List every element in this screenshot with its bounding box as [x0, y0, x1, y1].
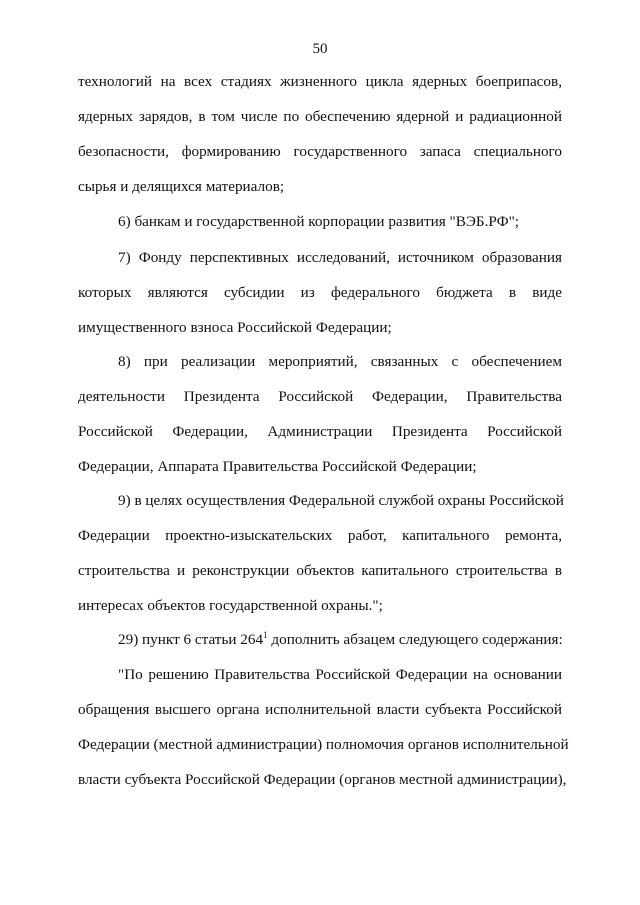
text-line: 8) при реализации мероприятий, связанных с обеспечением — [118, 353, 562, 370]
text-line: которых являются субсидии из федерального бюджета в виде — [78, 284, 562, 301]
text-line: сырья и делящихся материалов; — [78, 178, 285, 195]
text-line: 6) банкам и государственной корпорации развития "ВЭБ.РФ"; — [118, 213, 519, 230]
text-line: безопасности, формированию государственного запаса специального — [78, 143, 562, 160]
text-line: деятельности Президента Российской Федерации, Правительства — [78, 388, 562, 405]
text-line: "По решению Правительства Российской Федерации на основании — [118, 666, 562, 683]
text-run: 29) пункт 6 статьи 264 — [118, 631, 264, 648]
text-line: обращения высшего органа исполнительной власти субъекта Российской — [78, 701, 562, 718]
text-line: власти субъекта Российской Федерации (органов местной администрации), — [78, 771, 567, 788]
text-line: Российской Федерации, Администрации Президента Российской — [78, 423, 562, 440]
text-line: Федерации, Аппарата Правительства Российской Федерации; — [78, 458, 477, 475]
text-line: интересах объектов государственной охраны."; — [78, 597, 383, 614]
text-line: Федерации проектно-изыскательских работ, капитального ремонта, — [78, 527, 562, 544]
text-line: имущественного взноса Российской Федерации; — [78, 319, 392, 336]
text-line: 7) Фонду перспективных исследований, источником образования — [118, 249, 562, 266]
text-line: 9) в целях осуществления Федеральной службой охраны Российской — [118, 492, 564, 509]
text-line: Федерации (местной администрации) полномочия органов исполнительной — [78, 736, 569, 753]
text-line: ядерных зарядов, в том числе по обеспечению ядерной и радиационной — [78, 108, 562, 125]
text-line: строительства и реконструкции объектов капитального строительства в — [78, 562, 562, 579]
text-line: технологий на всех стадиях жизненного цикла ядерных боеприпасов, — [78, 73, 562, 90]
superscript: 1 — [263, 630, 268, 640]
page-number: 50 — [312, 41, 328, 57]
text-line — [78, 631, 562, 649]
text-run: дополнить абзацем следующего содержания: — [267, 631, 563, 648]
